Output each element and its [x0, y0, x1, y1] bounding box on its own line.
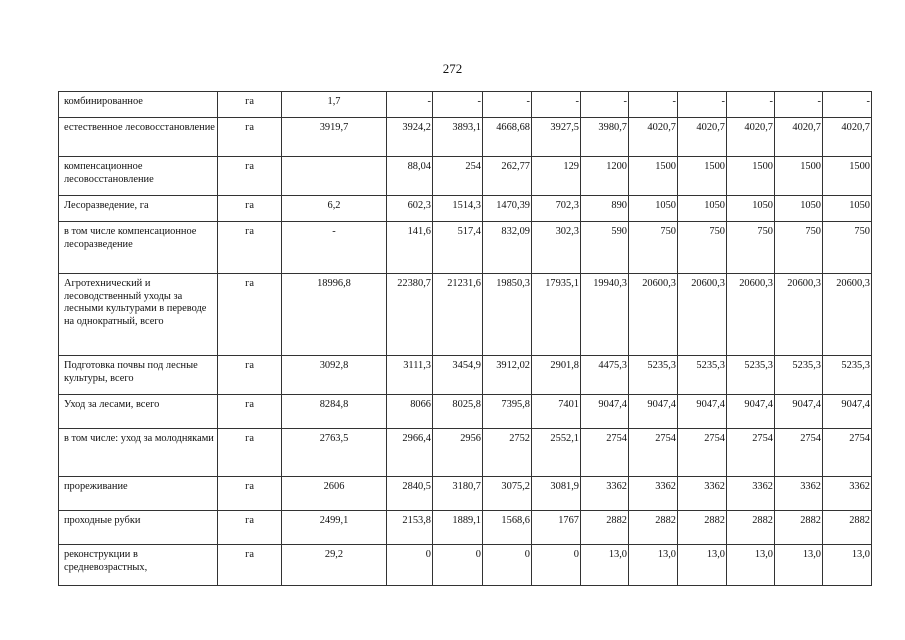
- value-cell: 2882: [823, 511, 872, 545]
- value-cell: 262,77: [483, 157, 532, 196]
- table-body: [59, 92, 872, 586]
- value-cell: 2882: [775, 511, 823, 545]
- value-cell: 20600,3: [727, 274, 775, 356]
- value-cell: 13,0: [581, 545, 629, 586]
- value-cell: -: [581, 92, 629, 118]
- value-cell: 3111,3: [387, 356, 433, 395]
- value-cell: 5235,3: [775, 356, 823, 395]
- value-cell: 21231,6: [433, 274, 483, 356]
- value-cell: 4020,7: [629, 118, 678, 157]
- value-cell: 1889,1: [433, 511, 483, 545]
- value-cell: -: [629, 92, 678, 118]
- value-cell: 3362: [775, 477, 823, 511]
- base-value-cell: [282, 157, 387, 196]
- value-cell: 1500: [629, 157, 678, 196]
- value-cell: 13,0: [727, 545, 775, 586]
- unit-cell: га: [218, 545, 282, 586]
- value-cell: 17935,1: [532, 274, 581, 356]
- unit-cell: га: [218, 356, 282, 395]
- value-cell: 2882: [727, 511, 775, 545]
- value-cell: 3912,02: [483, 356, 532, 395]
- table-row: [59, 477, 872, 511]
- table-row: [59, 118, 872, 157]
- value-cell: 3362: [629, 477, 678, 511]
- value-cell: 517,4: [433, 222, 483, 274]
- value-cell: 141,6: [387, 222, 433, 274]
- value-cell: 2840,5: [387, 477, 433, 511]
- value-cell: 9047,4: [581, 395, 629, 429]
- indicator-name-cell: естественное лесовосстановление: [59, 118, 218, 157]
- base-value-cell: 29,2: [282, 545, 387, 586]
- table-row: [59, 222, 872, 274]
- value-cell: 302,3: [532, 222, 581, 274]
- value-cell: 0: [483, 545, 532, 586]
- unit-cell: га: [218, 222, 282, 274]
- value-cell: 8025,8: [433, 395, 483, 429]
- value-cell: 13,0: [629, 545, 678, 586]
- unit-cell: га: [218, 477, 282, 511]
- value-cell: 1568,6: [483, 511, 532, 545]
- value-cell: 2966,4: [387, 429, 433, 477]
- indicator-name-cell: прореживание: [59, 477, 218, 511]
- value-cell: 5235,3: [629, 356, 678, 395]
- value-cell: 9047,4: [629, 395, 678, 429]
- value-cell: 750: [823, 222, 872, 274]
- base-value-cell: 2606: [282, 477, 387, 511]
- value-cell: 2754: [678, 429, 727, 477]
- value-cell: 750: [775, 222, 823, 274]
- unit-cell: га: [218, 157, 282, 196]
- value-cell: 20600,3: [629, 274, 678, 356]
- table-row: [59, 356, 872, 395]
- value-cell: 20600,3: [678, 274, 727, 356]
- value-cell: 2754: [629, 429, 678, 477]
- table-row: [59, 92, 872, 118]
- value-cell: 2882: [678, 511, 727, 545]
- value-cell: 1050: [629, 196, 678, 222]
- indicator-name-cell: компенсационное лесовосстановление: [59, 157, 218, 196]
- value-cell: 13,0: [775, 545, 823, 586]
- value-cell: 1767: [532, 511, 581, 545]
- indicator-name-cell: в том числе: уход за молодняками: [59, 429, 218, 477]
- value-cell: 20600,3: [823, 274, 872, 356]
- value-cell: 20600,3: [775, 274, 823, 356]
- value-cell: 2552,1: [532, 429, 581, 477]
- value-cell: 702,3: [532, 196, 581, 222]
- unit-cell: га: [218, 196, 282, 222]
- value-cell: -: [532, 92, 581, 118]
- table-row: [59, 511, 872, 545]
- value-cell: 1514,3: [433, 196, 483, 222]
- value-cell: 19940,3: [581, 274, 629, 356]
- value-cell: 750: [678, 222, 727, 274]
- value-cell: 2754: [823, 429, 872, 477]
- value-cell: 3893,1: [433, 118, 483, 157]
- base-value-cell: 2499,1: [282, 511, 387, 545]
- base-value-cell: 6,2: [282, 196, 387, 222]
- value-cell: 3180,7: [433, 477, 483, 511]
- value-cell: 750: [727, 222, 775, 274]
- value-cell: 1050: [678, 196, 727, 222]
- value-cell: 1050: [823, 196, 872, 222]
- value-cell: 7395,8: [483, 395, 532, 429]
- value-cell: 2754: [727, 429, 775, 477]
- table-row: [59, 157, 872, 196]
- value-cell: 13,0: [823, 545, 872, 586]
- value-cell: 1500: [678, 157, 727, 196]
- value-cell: 832,09: [483, 222, 532, 274]
- unit-cell: га: [218, 118, 282, 157]
- value-cell: 3362: [678, 477, 727, 511]
- value-cell: 4020,7: [823, 118, 872, 157]
- table-row: [59, 545, 872, 586]
- forestry-indicators-table: [58, 91, 872, 586]
- value-cell: 9047,4: [727, 395, 775, 429]
- value-cell: -: [433, 92, 483, 118]
- value-cell: 1500: [823, 157, 872, 196]
- unit-cell: га: [218, 511, 282, 545]
- unit-cell: га: [218, 92, 282, 118]
- value-cell: 9047,4: [678, 395, 727, 429]
- base-value-cell: 8284,8: [282, 395, 387, 429]
- value-cell: 1200: [581, 157, 629, 196]
- value-cell: 2882: [581, 511, 629, 545]
- value-cell: 2754: [581, 429, 629, 477]
- unit-cell: га: [218, 274, 282, 356]
- value-cell: 1050: [775, 196, 823, 222]
- value-cell: 2882: [629, 511, 678, 545]
- value-cell: 1050: [727, 196, 775, 222]
- value-cell: 3362: [727, 477, 775, 511]
- value-cell: 4475,3: [581, 356, 629, 395]
- value-cell: 5235,3: [678, 356, 727, 395]
- value-cell: 22380,7: [387, 274, 433, 356]
- value-cell: 1500: [727, 157, 775, 196]
- value-cell: 2153,8: [387, 511, 433, 545]
- value-cell: 4020,7: [678, 118, 727, 157]
- value-cell: 4020,7: [727, 118, 775, 157]
- base-value-cell: 18996,8: [282, 274, 387, 356]
- value-cell: 5235,3: [823, 356, 872, 395]
- value-cell: 3980,7: [581, 118, 629, 157]
- value-cell: 3075,2: [483, 477, 532, 511]
- unit-cell: га: [218, 429, 282, 477]
- value-cell: 254: [433, 157, 483, 196]
- value-cell: 5235,3: [727, 356, 775, 395]
- value-cell: 2754: [775, 429, 823, 477]
- indicator-name-cell: реконструкции в средневозрастных,: [59, 545, 218, 586]
- value-cell: 3362: [581, 477, 629, 511]
- value-cell: 3454,9: [433, 356, 483, 395]
- indicator-name-cell: проходные рубки: [59, 511, 218, 545]
- value-cell: 750: [629, 222, 678, 274]
- indicator-name-cell: Агротехнический и лесоводственный уходы за лесными культурами в переводе на однократный, всего: [59, 274, 218, 356]
- base-value-cell: -: [282, 222, 387, 274]
- indicator-name-cell: комбинированное: [59, 92, 218, 118]
- table-row: [59, 196, 872, 222]
- value-cell: 0: [387, 545, 433, 586]
- value-cell: 8066: [387, 395, 433, 429]
- value-cell: 9047,4: [823, 395, 872, 429]
- value-cell: -: [775, 92, 823, 118]
- value-cell: -: [823, 92, 872, 118]
- table-row: [59, 274, 872, 356]
- base-value-cell: 3919,7: [282, 118, 387, 157]
- value-cell: 602,3: [387, 196, 433, 222]
- value-cell: 13,0: [678, 545, 727, 586]
- value-cell: 88,04: [387, 157, 433, 196]
- value-cell: 3362: [823, 477, 872, 511]
- value-cell: 4020,7: [775, 118, 823, 157]
- value-cell: 1470,39: [483, 196, 532, 222]
- value-cell: 19850,3: [483, 274, 532, 356]
- value-cell: -: [387, 92, 433, 118]
- value-cell: -: [483, 92, 532, 118]
- value-cell: 3927,5: [532, 118, 581, 157]
- value-cell: 590: [581, 222, 629, 274]
- value-cell: -: [678, 92, 727, 118]
- unit-cell: га: [218, 395, 282, 429]
- base-value-cell: 1,7: [282, 92, 387, 118]
- value-cell: 2901,8: [532, 356, 581, 395]
- value-cell: 9047,4: [775, 395, 823, 429]
- value-cell: 0: [532, 545, 581, 586]
- value-cell: -: [727, 92, 775, 118]
- value-cell: 129: [532, 157, 581, 196]
- indicator-name-cell: Уход за лесами, всего: [59, 395, 218, 429]
- value-cell: 2956: [433, 429, 483, 477]
- value-cell: 1500: [775, 157, 823, 196]
- base-value-cell: 3092,8: [282, 356, 387, 395]
- value-cell: 890: [581, 196, 629, 222]
- indicator-name-cell: в том числе компенсационное лесоразведение: [59, 222, 218, 274]
- value-cell: 4668,68: [483, 118, 532, 157]
- value-cell: 2752: [483, 429, 532, 477]
- page-number: 272: [442, 61, 463, 76]
- table-row: [59, 395, 872, 429]
- indicator-name-cell: Подготовка почвы под лесные культуры, всего: [59, 356, 218, 395]
- base-value-cell: 2763,5: [282, 429, 387, 477]
- value-cell: 0: [433, 545, 483, 586]
- value-cell: 3924,2: [387, 118, 433, 157]
- table-row: [59, 429, 872, 477]
- value-cell: 3081,9: [532, 477, 581, 511]
- indicator-name-cell: Лесоразведение, га: [59, 196, 218, 222]
- value-cell: 7401: [532, 395, 581, 429]
